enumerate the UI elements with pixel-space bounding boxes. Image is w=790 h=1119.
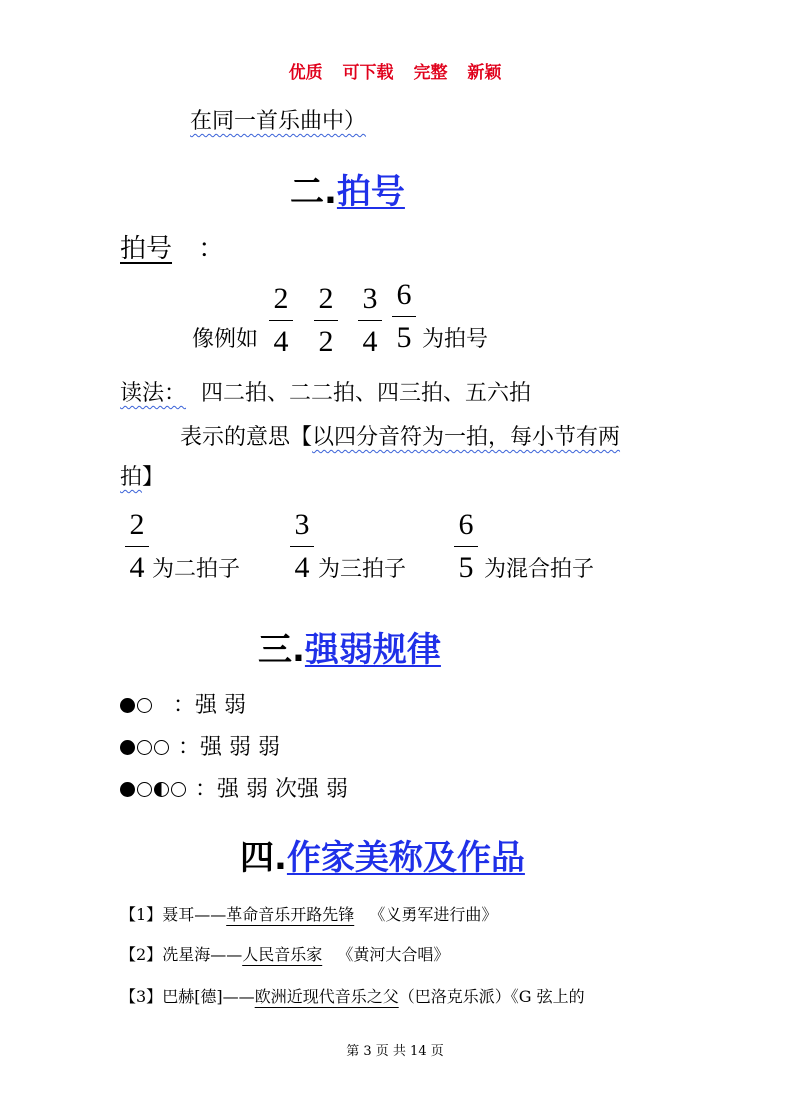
example-fraction-2 — [289, 510, 315, 583]
example-fraction-1 — [124, 510, 150, 583]
label-text: 拍号 — [120, 234, 173, 264]
numerator: 2 — [318, 282, 334, 315]
weak-beat-icon — [171, 782, 186, 797]
denominator: 4 — [273, 325, 289, 358]
denominator: 4 — [294, 551, 310, 584]
item-index: 【2】 — [120, 945, 163, 964]
composer-item-2 — [120, 942, 449, 965]
fraction-bar — [358, 320, 382, 321]
composer-item-1 — [120, 902, 497, 925]
weak-beat-icon — [137, 782, 152, 797]
example-suffix: 为拍号 — [422, 327, 489, 352]
composer-title: 人民音乐家 — [242, 945, 323, 964]
section-number: 四. — [240, 838, 287, 878]
denominator: 2 — [318, 325, 334, 358]
fraction-bar — [125, 546, 149, 547]
page-header: 优质 可下载 完整 新颖 — [288, 63, 502, 83]
meaning-prefix: 表示的意思【 — [180, 425, 313, 450]
denominator: 5 — [396, 321, 412, 354]
composer-title: 欧洲近现代音乐之父 — [254, 987, 399, 1006]
beat-text: ：强 弱 次强 弱 — [195, 777, 348, 802]
weak-beat-icon — [154, 740, 169, 755]
fraction-bar — [269, 320, 293, 321]
numerator: 6 — [458, 508, 474, 541]
section-heading-3 — [258, 622, 441, 671]
composer-title: 革命音乐开路先锋 — [226, 905, 355, 924]
composer-work: （巴洛克乐派）《G 弦上的 — [398, 987, 585, 1006]
numerator: 2 — [273, 282, 289, 315]
item-index: 【1】 — [120, 905, 163, 924]
denominator: 5 — [458, 551, 474, 584]
page-footer: 第 3 页 共 14 页 — [346, 1044, 444, 1059]
medium-strong-beat-icon — [154, 782, 169, 797]
label-colon: ： — [198, 234, 225, 264]
beat-row-1 — [120, 688, 246, 719]
composer-item-3 — [120, 984, 585, 1007]
meaning-close: 】 — [142, 465, 165, 490]
composer-work: 《黄河大合唱》 — [337, 945, 450, 964]
fraction-bar — [290, 546, 314, 547]
denominator: 4 — [362, 325, 378, 358]
section-title-link[interactable]: 强弱规律 — [304, 630, 441, 670]
numerator: 3 — [362, 282, 378, 315]
denominator: 4 — [129, 551, 145, 584]
fraction-2 — [313, 284, 339, 357]
reading-text: 四二拍、二二拍、四三拍、五六拍 — [201, 381, 532, 406]
beat-text: ：强 弱 — [173, 693, 246, 718]
reading-line — [120, 376, 531, 407]
strong-beat-icon — [120, 740, 135, 755]
fraction-4 — [391, 280, 417, 353]
numerator: 6 — [396, 278, 412, 311]
fraction-1 — [268, 284, 294, 357]
composer-name: 聂耳—— — [162, 905, 227, 924]
meaning-line-2 — [120, 460, 164, 491]
meaning-text-a: 以四分音符为一拍，每小节有两 — [312, 425, 621, 450]
composer-work: 《义勇军进行曲》 — [369, 905, 498, 924]
example-label-1: 为二拍子 — [152, 557, 241, 582]
section-title-link[interactable]: 作家美称及作品 — [286, 838, 525, 878]
reading-label: 读法： — [120, 381, 187, 406]
section-number: 二. — [290, 172, 337, 212]
meaning-line — [180, 420, 620, 451]
strong-beat-icon — [120, 782, 135, 797]
time-signature-label — [120, 228, 224, 265]
fraction-bar — [454, 546, 478, 547]
beat-text: ：强 弱 弱 — [178, 735, 280, 760]
fraction-3 — [357, 284, 383, 357]
section-number: 三. — [258, 630, 305, 670]
composer-name: 冼星海—— — [162, 945, 243, 964]
composer-name: 巴赫[德]—— — [162, 987, 255, 1006]
numerator: 3 — [294, 508, 310, 541]
beat-row-2 — [120, 730, 280, 761]
item-index: 【3】 — [120, 987, 163, 1006]
example-fraction-3 — [453, 510, 479, 583]
beat-row-3 — [120, 772, 348, 803]
numerator: 2 — [129, 508, 145, 541]
section-title-link[interactable]: 拍号 — [336, 172, 405, 212]
example-label-3: 为混合拍子 — [484, 557, 595, 582]
weak-beat-icon — [137, 740, 152, 755]
fraction-bar — [392, 316, 416, 317]
section-heading-2 — [290, 164, 405, 213]
fraction-bar — [314, 320, 338, 321]
weak-beat-icon — [137, 698, 152, 713]
section-heading-4 — [240, 830, 525, 879]
intro-tail-text: 在同一首乐曲中） — [190, 109, 367, 134]
meaning-text-b: 拍 — [120, 465, 143, 490]
intro-tail — [190, 104, 366, 135]
example-label-2: 为三拍子 — [318, 557, 407, 582]
strong-beat-icon — [120, 698, 135, 713]
example-prefix: 像例如 — [192, 327, 259, 352]
